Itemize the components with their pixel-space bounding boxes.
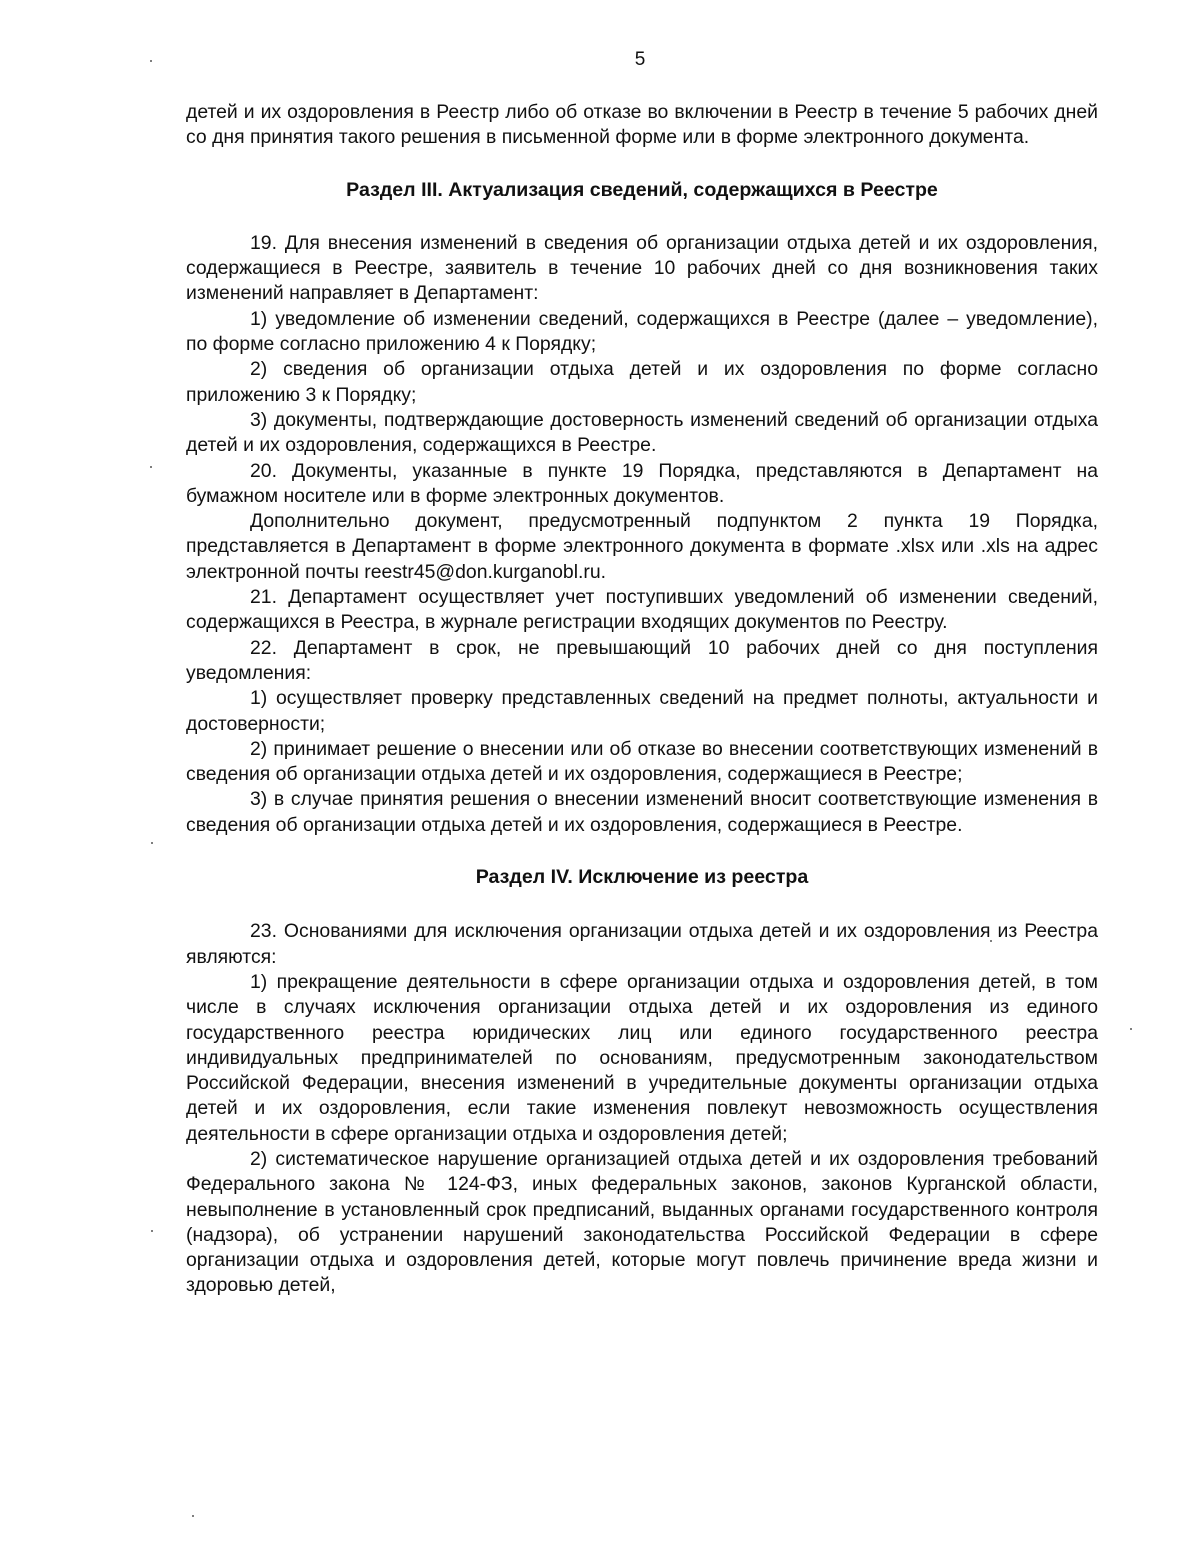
paragraph-23: 23. Основаниями для исключения организации отдыха детей и их оздоровления из Реестра являются:	[186, 920, 1098, 968]
section-3-heading: Раздел III. Актуализация сведений, содержащихся в Реестре	[346, 178, 938, 201]
paragraph-19-item-1: 1) уведомление об изменении сведений, содержащихся в Реестре (далее – уведомление), по форме согласно приложению 4 к Порядку;	[186, 307, 1098, 356]
paragraph-22: 22. Департамент в срок, не превышающий 10 рабочих дней со дня поступления уведомления:	[186, 636, 1098, 684]
paragraph-23-item-2: 2) систематическое нарушение организацией отдыха детей и их оздоровления требований Федерального закона № 124-ФЗ, иных федеральных законов, законов Курганской области, невыполнение в установленный срок предписаний, выданных органами государственного контроля (надзора), об устранении нарушений законодательства Российской Федерации в сфере организации отдыха и оздоровления детей, которые могут повлечь причинение вреда жизни и здоровью детей,	[186, 1147, 1098, 1297]
paragraph-20-additional: Дополнительно документ, предусмотренный подпунктом 2 пункта 19 Порядка, представляется в Департамент в форме электронного документа в формате .xlsx или .xls на адрес электронной почты reestr45@don.kurganobl.ru.	[186, 510, 1098, 583]
paragraph-19-item-2: 2) сведения об организации отдыха детей и их оздоровления по форме согласно приложению 3 к Порядку;	[186, 358, 1098, 406]
scan-speck	[151, 1230, 153, 1232]
paragraph-22-item-3: 3) в случае принятия решения о внесении изменений вносит соответствующие изменения в сведения об организации отдыха детей и их оздоровления, содержащиеся в Реестре.	[186, 788, 1098, 836]
paragraph-20: 20. Документы, указанные в пункте 19 Порядка, представляются в Департамент на бумажном носителе или в форме электронных документов.	[186, 459, 1098, 507]
document-body	[186, 100, 1098, 1299]
scan-speck	[192, 1515, 194, 1517]
paragraph-19-item-3: 3) документы, подтверждающие достоверность изменений сведений об организации отдыха детей и их оздоровления, содержащихся в Реестре.	[186, 408, 1098, 457]
paragraph-23-item-1: 1) прекращение деятельности в сфере организации отдыха и оздоровления детей, в том числе в случаях исключения организации отдыха детей и их оздоровления из единого государственного реестра юридических лиц или единого государственного реестра индивидуальных предпринимателей по основаниям, предусмотренным законодательством Российской Федерации, внесения изменений в учредительные документы организации отдыха детей и их оздоровления, если такие изменения повлекут невозможность осуществления деятельности в сфере организации отдыха и оздоровления детей;	[186, 970, 1098, 1145]
paragraph-22-item-2: 2) принимает решение о внесении или об отказе во внесении соответствующих изменений в сведения об организации отдыха детей и их оздоровления, содержащиеся в Реестре;	[186, 737, 1098, 786]
page-number: 5	[634, 49, 646, 70]
scan-speck	[150, 60, 152, 62]
paragraph-22-item-1: 1) осуществляет проверку представленных сведений на предмет полноты, актуальности и достоверности;	[186, 687, 1098, 735]
scan-speck	[1130, 1028, 1132, 1030]
intro-paragraph: детей и их оздоровления в Реестр либо об отказе во включении в Реестр в течение 5 рабочих дней со дня принятия такого решения в письменной форме или в форме электронного документа.	[186, 101, 1098, 149]
section-4-heading: Раздел IV. Исключение из реестра	[475, 866, 809, 889]
paragraph-21: 21. Департамент осуществляет учет поступивших уведомлений об изменении сведений, содержащихся в Реестра, в журнале регистрации входящих документов по Реестру.	[186, 586, 1098, 634]
scan-speck	[150, 466, 152, 468]
scan-speck	[151, 842, 153, 844]
paragraph-19: 19. Для внесения изменений в сведения об организации отдыха детей и их оздоровления, содержащиеся в Реестре, заявитель в течение 10 рабочих дней со дня возникновения таких изменений направляет в Департамент:	[186, 231, 1098, 305]
